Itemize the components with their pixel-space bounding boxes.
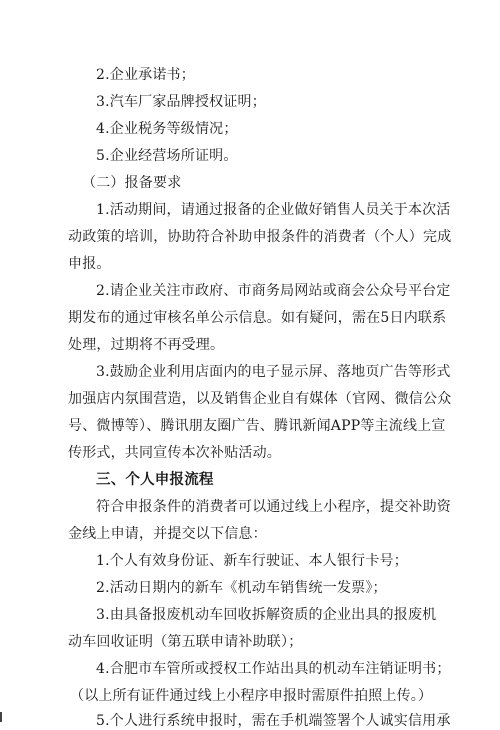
list-item-vehicle-invoice: 2.活动日期内的新车《机动车销售统一发票》；: [96, 580, 387, 596]
paragraph-line: 动政策的培训，协助符合补助申报条件的消费者（个人）完成: [68, 229, 452, 245]
paragraph-line: 3.鼓励企业利用店面内的电子显示屏、落地页广告等形式: [96, 364, 451, 380]
paragraph-line: 期发布的通过审核名单公示信息。如有疑问，需在5日内联系: [68, 310, 447, 326]
paragraph-line: 号、微博等）、腾讯朋友圈广告、腾讯新闻APP等主流线上宣: [68, 418, 446, 434]
page-edge-mark: [0, 712, 2, 722]
list-item-identity-documents: 1.个人有效身份证、新车行驶证、本人银行卡号；: [96, 553, 408, 569]
paragraph-line: 金线上申请，并提交以下信息：: [68, 526, 267, 542]
section-heading-personal-application: 三、个人申报流程: [96, 472, 214, 488]
paragraph-line: 申报。: [68, 256, 111, 272]
paragraph-line: 符合申报条件的消费者可以通过线上小程序，提交补助资: [96, 499, 451, 515]
paragraph-line: 1.活动期间，请通过报备的企业做好销售人员关于本次活: [96, 202, 451, 218]
list-item-brand-authorization: 3.汽车厂家品牌授权证明；: [96, 94, 266, 110]
paragraph-line: 处理，过期将不再受理。: [68, 337, 225, 353]
list-item-enterprise-commitment: 2.企业承诺书；: [96, 67, 195, 83]
list-item-tax-rating: 4.企业税务等级情况；: [96, 121, 238, 137]
list-item-credit-commitment: 5.个人进行系统申报时，需在手机端签署个人诚实信用承: [96, 713, 451, 729]
paragraph-line: 传形式，共同宣传本次补贴活动。: [68, 445, 281, 461]
paragraph-line: 加强店内氛围营造，以及销售企业自有媒体（官网、微信公众: [68, 391, 452, 407]
list-item-premises-proof: 5.企业经营场所证明。: [96, 148, 238, 164]
paragraph-line: 2.请企业关注市政府、市商务局网站或商会公众号平台定: [96, 283, 451, 299]
section-heading-filing-requirements: （二）报备要求: [82, 175, 182, 191]
paragraph-note-upload-originals: （以上所有证件通过线上小程序申报时需原件拍照上传。）: [70, 688, 433, 704]
list-item-scrap-certificate: 3.由具备报废机动车回收拆解资质的企业出具的报废机: [96, 607, 437, 623]
list-item-deregistration-certificate: 4.合肥市车管所或授权工作站出具的机动车注销证明书；: [96, 661, 451, 677]
paragraph-line: 动车回收证明（第五联申请补助联）；: [68, 634, 303, 650]
